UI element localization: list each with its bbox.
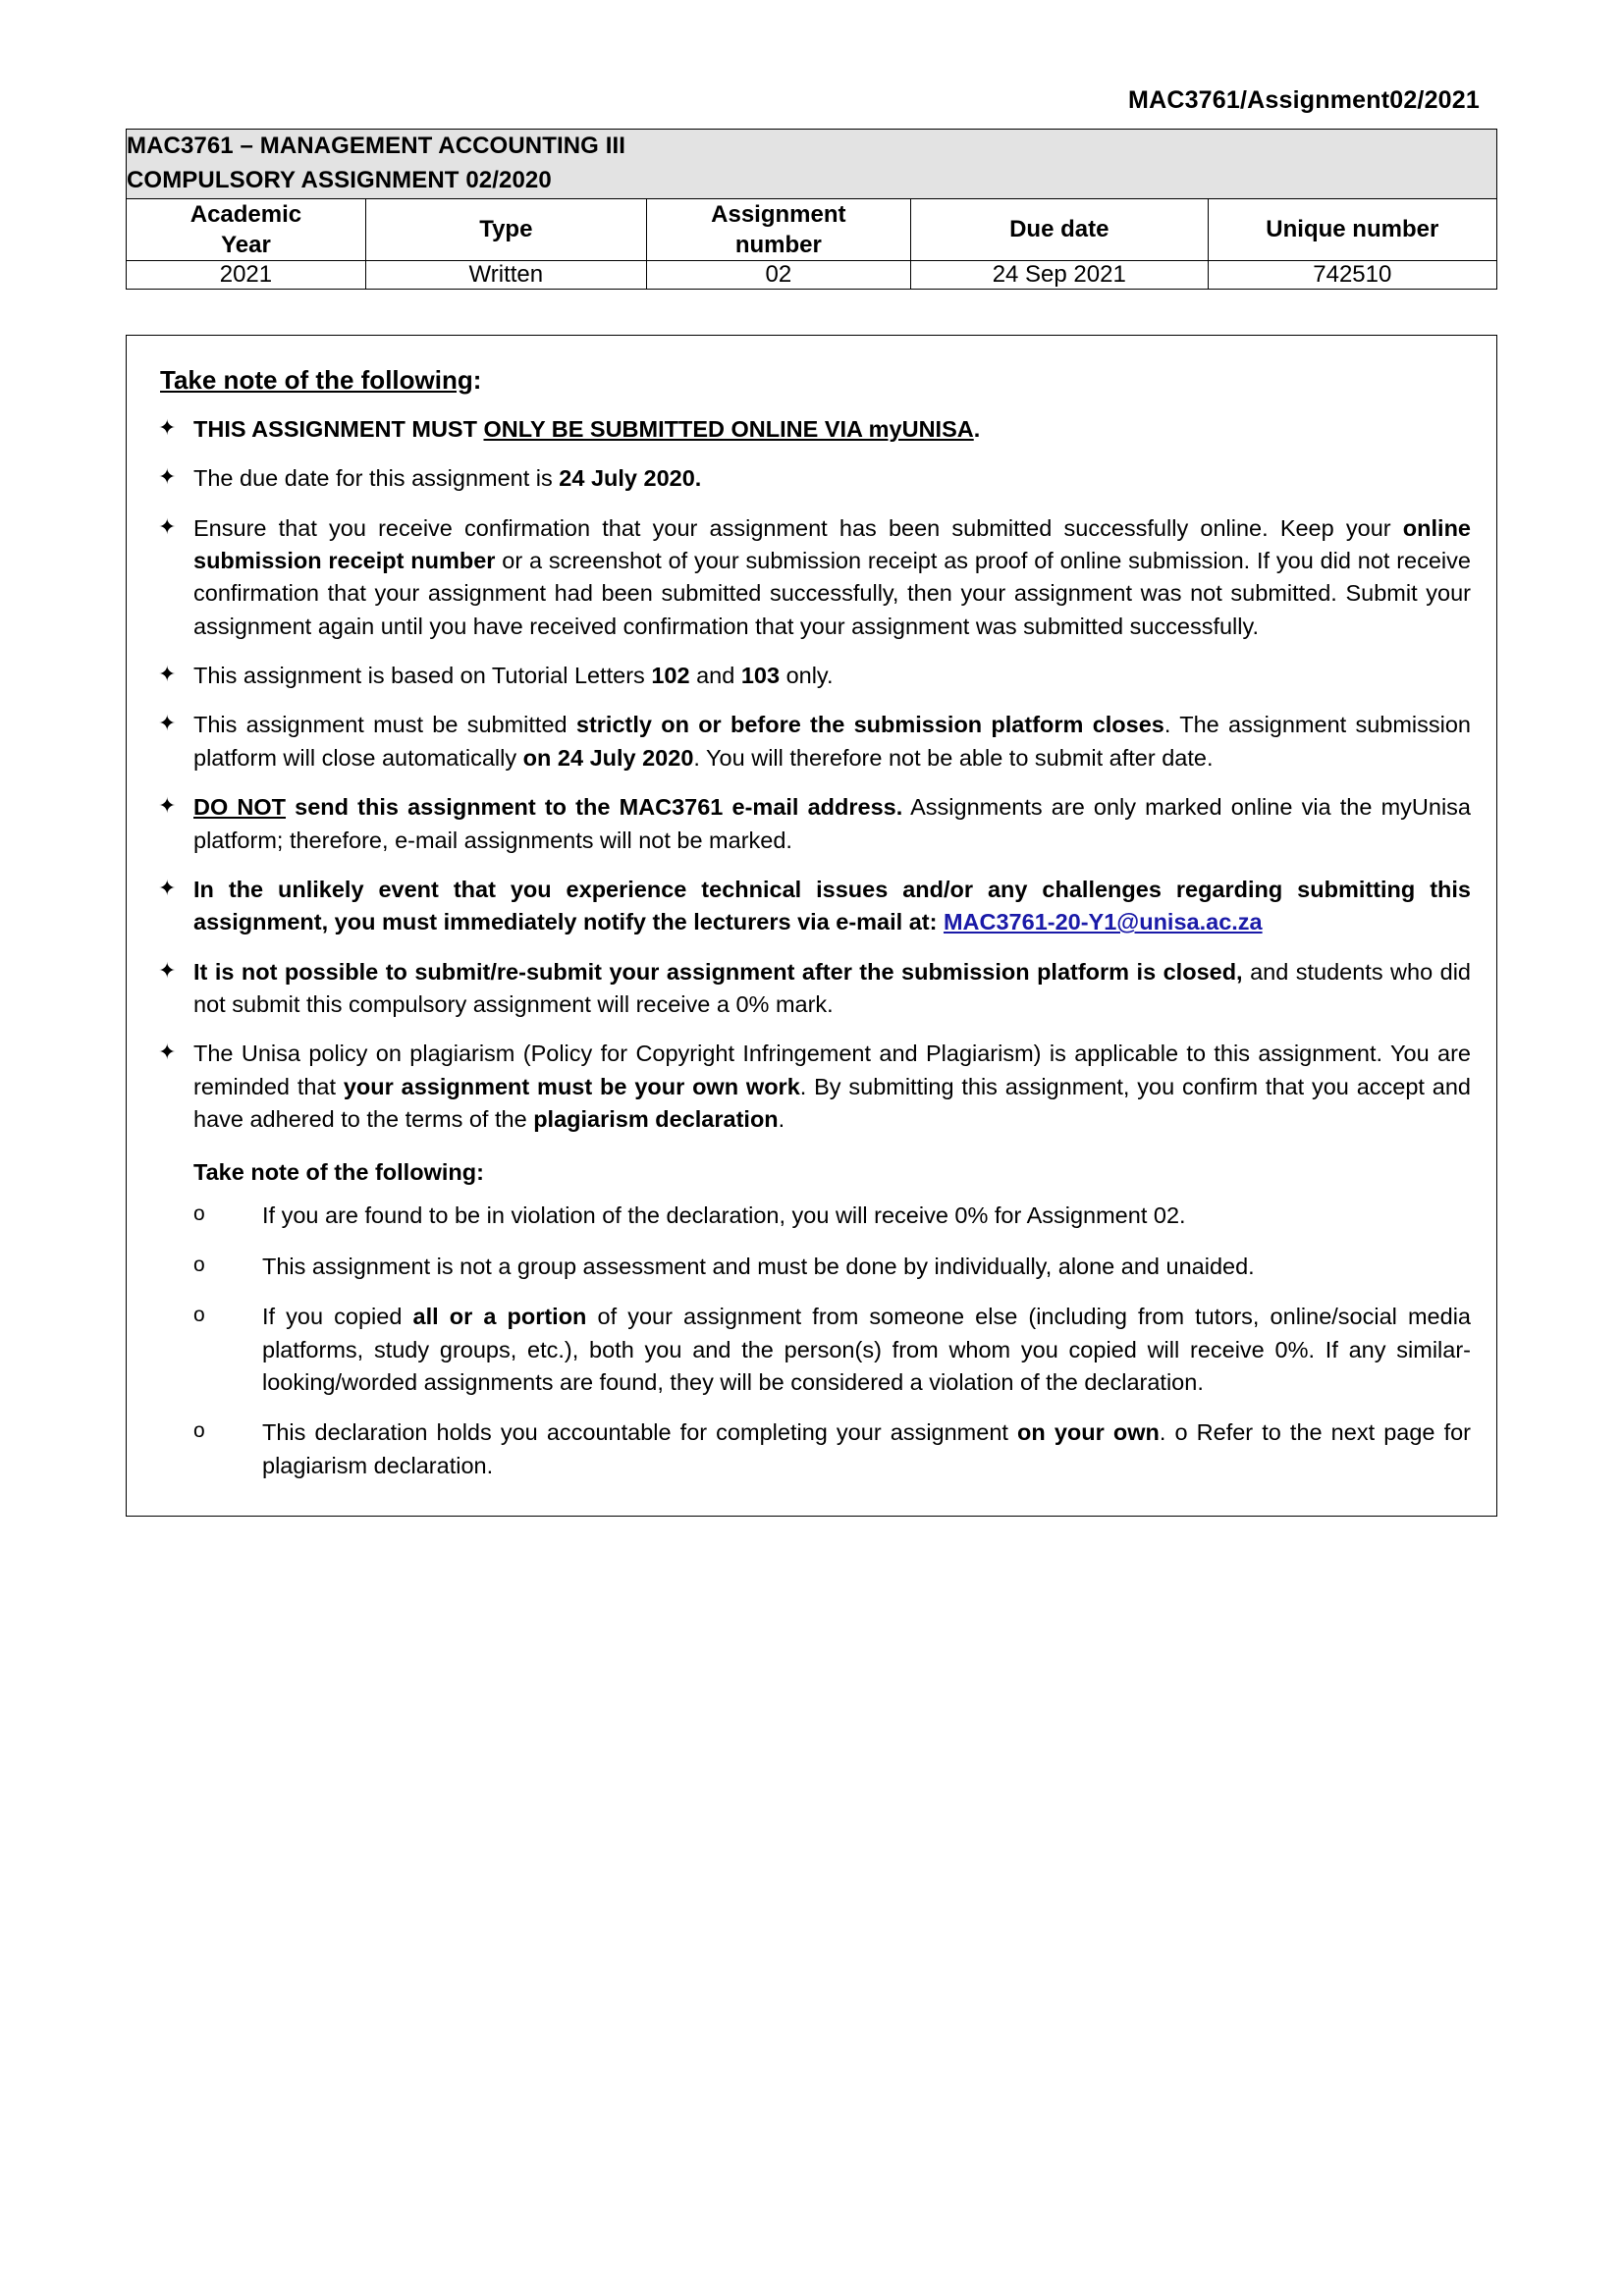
note-item-tutorial-letters (152, 660, 1471, 692)
take-note-box (126, 335, 1497, 1517)
notes-heading (160, 365, 1471, 396)
note-item-due-date (152, 462, 1471, 495)
sub-note-item-accountability (152, 1416, 1471, 1482)
sub-note-item-text: This assignment is not a group assessment and must be done by individually, alone and unaided. (262, 1253, 1255, 1279)
course-title-line: MAC3761 – MANAGEMENT ACCOUNTING III (127, 133, 625, 159)
note-item-text: It is not possible to submit/re-submit your assignment after the submission platform is closed, and students who did not submit this compulsory assignment will receive a 0% mark. (193, 958, 1471, 1017)
sub-note-item-violation-zero (152, 1200, 1471, 1232)
bullet-diamond-icon: ✦ (158, 464, 177, 490)
notes-bullet-list (152, 413, 1471, 1136)
table-value-row (127, 260, 1497, 289)
header-line-2: number (734, 231, 822, 258)
value-due-date: 24 Sep 2021 (910, 260, 1208, 289)
running-head: MAC3761/Assignment02/2021 (1128, 86, 1480, 114)
sub-heading: Take note of the following: (193, 1159, 484, 1186)
bullet-diamond-icon: ✦ (158, 957, 177, 983)
header-line-1: Academic (189, 200, 302, 228)
header-line-2: Year (221, 231, 271, 258)
bullet-diamond-icon: ✦ (158, 662, 177, 687)
notes-heading-colon: : (472, 364, 482, 395)
circle-bullet-icon: o (193, 1419, 205, 1443)
note-item-text: Ensure that you receive confirmation that your assignment has been submitted successfully online. Keep your online submission receipt number or a screenshot of your submission receipt as proof of online submission. If you did not receive confirmation that your assignment had been submitted successfully, then your assignment was not submitted. Submit your assignment again until you have received confirmation that your assignment was submitted successfully. (193, 514, 1471, 639)
assignment-title-cell (127, 130, 1497, 199)
note-item-technical-issues (152, 874, 1471, 939)
note-item-confirmation-receipt (152, 512, 1471, 643)
note-item-no-resubmit (152, 956, 1471, 1022)
value-unique-number: 742510 (1208, 260, 1496, 289)
note-item-do-not-email (152, 791, 1471, 857)
sub-note-item-text: If you copied all or a portion of your assignment from someone else (including from tutors, online/social media platforms, study groups, etc.), both you and the person(s) from whom you copied will receive 0%. If any similar-looking/worded assignments are found, they will be considered a violation of the declaration. (262, 1304, 1471, 1395)
header-line-1: Assignment (711, 200, 846, 228)
note-item-text: In the unlikely event that you experience technical issues and/or any challenges regarding submitting this assignment, you must immediately notify the lecturers via e-mail at: MAC3761-20-Y1@unisa.ac.za (193, 876, 1471, 935)
note-item-platform-closes (152, 709, 1471, 774)
bullet-diamond-icon: ✦ (158, 875, 177, 900)
circle-bullet-icon: o (193, 1304, 205, 1327)
table-header-row (127, 198, 1497, 260)
header-line-1: Type (479, 216, 533, 243)
note-item-text: The Unisa policy on plagiarism (Policy for Copyright Infringement and Plagiarism) is applicable to this assignment. You are reminded that your assignment must be your own work. By submitting this assignment, you confirm that you accept and have adhered to the terms of the plagiarism declaration. (193, 1041, 1471, 1133)
sub-note-item-copying (152, 1301, 1471, 1399)
sub-note-item-not-group-work (152, 1251, 1471, 1283)
note-item-text: THIS ASSIGNMENT MUST ONLY BE SUBMITTED ONLINE VIA myUNISA. (193, 415, 981, 442)
column-header-due-date (910, 198, 1208, 260)
header-line-1: Due date (1009, 216, 1109, 243)
note-item-online-only (152, 413, 1471, 446)
circle-bullet-icon: o (193, 1202, 205, 1226)
bullet-diamond-icon: ✦ (158, 793, 177, 819)
table-title-row (127, 130, 1497, 199)
column-header-academic-year (127, 198, 366, 260)
sub-note-item-text: This declaration holds you accountable for completing your assignment on your own. o Refer to the next page for plagiarism declaration. (262, 1419, 1472, 1478)
note-item-text: The due date for this assignment is 24 July 2020. (193, 465, 702, 492)
value-type: Written (365, 260, 646, 289)
bullet-diamond-icon: ✦ (158, 711, 177, 736)
header-line-1: Unique number (1266, 216, 1439, 243)
bullet-diamond-icon: ✦ (158, 513, 177, 539)
note-item-text: This assignment must be submitted strictly on or before the submission platform closes. The assignment submission platform will close automatically on 24 July 2020. You will therefore not be able to submit after date. (193, 712, 1471, 771)
notes-heading-text: Take note of the following (160, 364, 473, 395)
bullet-diamond-icon: ✦ (158, 1040, 177, 1065)
assignment-title-line: COMPULSORY ASSIGNMENT 02/2020 (127, 166, 552, 193)
note-item-plagiarism-policy (152, 1038, 1471, 1136)
note-item-text: This assignment is based on Tutorial Letters 102 and 103 only. (193, 663, 834, 689)
sub-note-item-text: If you are found to be in violation of the declaration, you will receive 0% for Assignment 02. (262, 1202, 1186, 1229)
circle-bullet-icon: o (193, 1253, 205, 1276)
notes-sub-list (152, 1200, 1471, 1482)
value-academic-year: 2021 (127, 260, 366, 289)
column-header-unique-number (1208, 198, 1496, 260)
column-header-assignment-number (646, 198, 910, 260)
value-assignment-number: 02 (646, 260, 910, 289)
note-item-text: DO NOT send this assignment to the MAC3761 e-mail address. Assignments are only marked online via the myUnisa platform; therefore, e-mail assignments will not be marked. (193, 794, 1471, 853)
assignment-info-table (126, 129, 1497, 290)
column-header-type (365, 198, 646, 260)
bullet-diamond-icon: ✦ (158, 414, 177, 440)
